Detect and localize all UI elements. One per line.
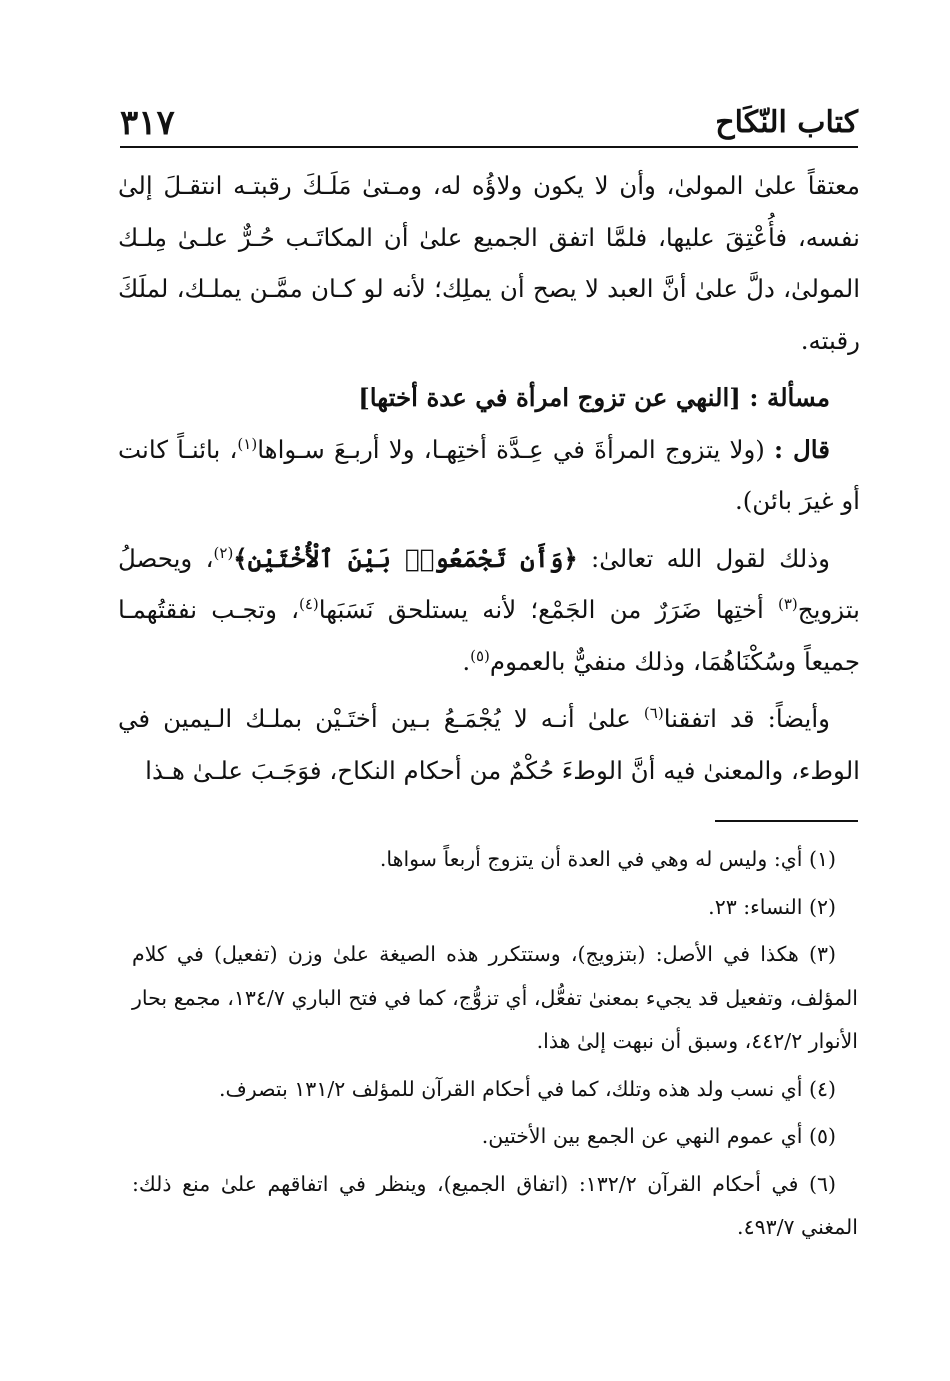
footnote-2: (٢) النساء: ٢٣.	[708, 894, 836, 919]
footnote-6: (٦) في أحكام القرآن ١٣٢/٢: (اتفاق الجميع)، وينظر في اتفاقهم علىٰ منع ذلك: المغني ٤٩٣/٧.	[132, 1171, 858, 1239]
footnote-separator	[715, 820, 858, 822]
footnote-1: (١) أي: وليس له وهي في العدة أن يتزوج أربعاً سواها.	[379, 847, 836, 871]
footnote-3: (٣) هكذا في الأصل: (بتزويج)، وستتكرر هذه الصيغة علىٰ وزن (تفعيل) في كلام المؤلف، وتفعيل قد يجيء بمعنىٰ تفعُّل، أي تزوُّج، كما في فتح الباري ١٣٤/٧، مجمع بحار الأنوار ٤٤٢/٢، وسبق أن نبهت إلىٰ هذا.	[132, 942, 858, 1053]
paragraph-continuation: معتقاً علىٰ المولىٰ، وأن لا يكون ولاؤُه له، ومـتىٰ مَلَـكَ رقبتـه انتقـلَ إلىٰ نفسه، فأُعْتِقَ عليها، فلمَّا اتفق الجميع علىٰ أن المكاتَـب حُـرٌّ علـىٰ مِلـك المولىٰ، دلَّ علىٰ أنَّ العبد لا يصح أن يملِك؛ لأنه لو كـان ممَّـن يملـك، لملَكَ رقبته.	[118, 171, 860, 355]
footnote-ref-3[interactable]: (٣)	[778, 594, 798, 613]
footnote-ref-5[interactable]: (٥)	[470, 646, 490, 665]
footnote-ref-4[interactable]: (٤)	[298, 594, 319, 613]
footnotes	[132, 838, 858, 1250]
qala-text-start: (ولا يتزوج المرأةَ في عِـدَّة أختِهـا، ولا أربـعَ سـواها	[257, 434, 775, 464]
evidence-text-3: ، وتجـب نفقتُهمـا جميعاً وسُكْنَاهُمَا، وذلك منفيٌّ بالعموم	[118, 595, 860, 676]
qala-label: قال :	[774, 434, 830, 464]
paragraph-qala	[118, 424, 860, 527]
agreement-lead: وأيضاً: قد اتفقنا	[663, 704, 830, 733]
paragraph-agreement	[118, 693, 860, 796]
page-number: ٣١٧	[120, 103, 175, 143]
footnote-ref-1[interactable]: (١)	[237, 434, 258, 453]
footnote-4: (٤) أي نسب ولد هذه وتلك، كما في أحكام القرآن للمؤلف ١٣١/٢ بتصرف.	[219, 1076, 836, 1101]
evidence-lead: وذلك لقول الله تعالىٰ:	[577, 543, 830, 573]
main-text	[118, 160, 860, 796]
issue-heading: مسألة : [النهي عن تزوج امرأة في عدة أختها]	[358, 383, 830, 412]
footnote-ref-6[interactable]: (٦)	[643, 703, 664, 722]
evidence-text-end: .	[462, 646, 471, 676]
footnote-ref-2[interactable]: (٢)	[213, 543, 234, 562]
quran-verse: ﴿وَأَن تَجْمَعُوا۟ بَيْنَ ٱلْأُخْتَيْنِ﴾	[233, 543, 578, 573]
running-header	[120, 92, 858, 148]
paragraph-quran-evidence	[118, 533, 860, 688]
qala-text-end: ، بائنـاً كانت أو غيرَ بائن).	[118, 434, 860, 515]
evidence-text-1: ، ويحصلُ بتزويج	[118, 543, 860, 624]
footnote-5: (٥) أي عموم النهي عن الجمع بين الأختين.	[481, 1124, 836, 1148]
agreement-text: علىٰ أنـه لا يُجْمَـعُ بـين أختَـيْن بملـك الـيمين في الوطء، والمعنىٰ فيه أنَّ الوطءَ حُكْمٌ من أحكام النكاح، فوَجَـبَ علـىٰ هـذا	[118, 704, 860, 785]
evidence-text-2: أختِها ضَرَرٌ من الجَمْع؛ لأنه يستلحق نَسَبَها	[318, 595, 778, 624]
chapter-title: كتاب النّكَاح	[715, 105, 858, 140]
